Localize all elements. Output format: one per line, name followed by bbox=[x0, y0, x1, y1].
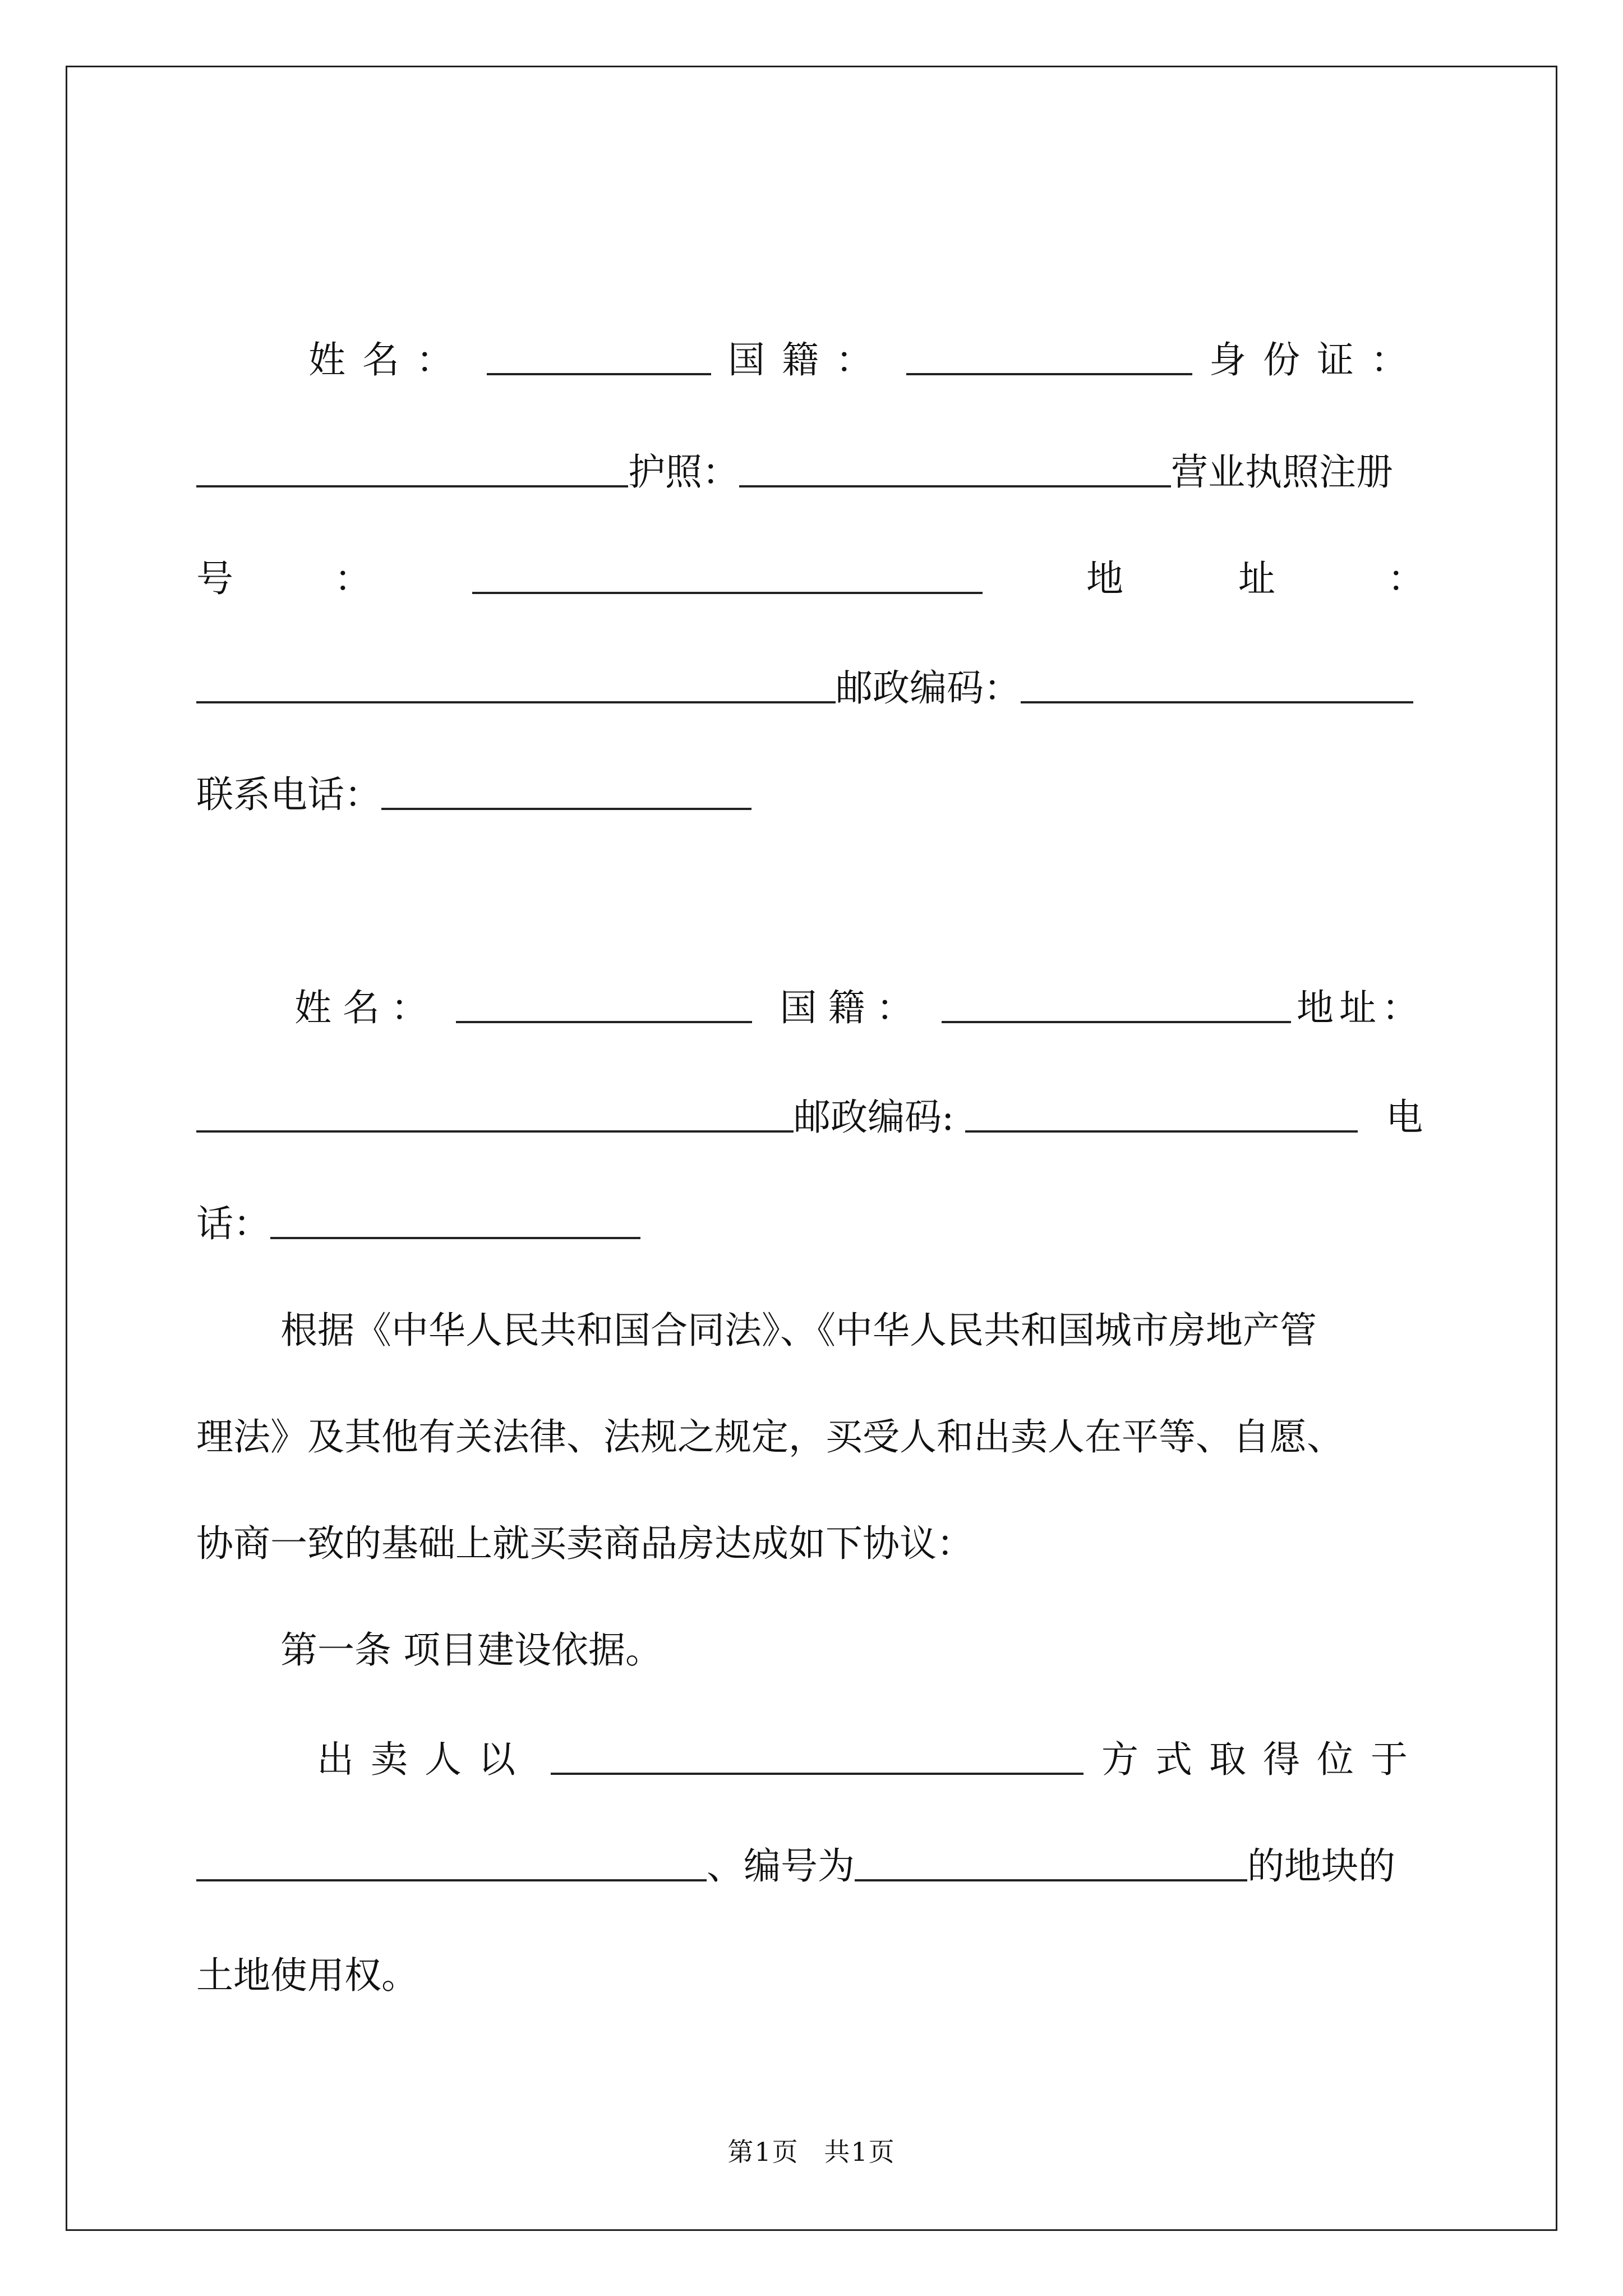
address-colon: ： bbox=[1387, 557, 1424, 600]
paragraph-line: 根据《中华人民共和国合同法》、《中华人民共和国城市房地产管 bbox=[280, 1309, 1317, 1352]
postcode-field[interactable] bbox=[965, 1128, 1358, 1133]
address-field[interactable] bbox=[196, 1128, 794, 1133]
nationality-label: 国籍： bbox=[728, 338, 889, 381]
postcode-label: 邮政编码： bbox=[836, 666, 1021, 710]
name-field[interactable] bbox=[487, 371, 711, 375]
party-b-line-3 bbox=[196, 1175, 1424, 1243]
nationality-field[interactable] bbox=[906, 371, 1192, 375]
page-border bbox=[66, 66, 1557, 2231]
party-a-line-2 bbox=[196, 424, 1424, 494]
postcode-label: 邮政编码: bbox=[794, 1096, 955, 1139]
phone-label: 联系电话： bbox=[196, 773, 381, 816]
paragraph-line: 理法》及其他有关法律、法规之规定，买受人和出卖人在平等、自愿、 bbox=[196, 1415, 1344, 1458]
party-b-line-1 bbox=[196, 959, 1424, 1027]
name-label: 姓名： bbox=[308, 338, 470, 381]
name-label: 姓名： bbox=[294, 986, 439, 1029]
method-text: 方式取得位于 bbox=[1101, 1738, 1424, 1781]
number-field[interactable] bbox=[855, 1877, 1247, 1881]
party-a-line-4 bbox=[196, 639, 1424, 710]
address-char-1: 地 bbox=[1086, 557, 1123, 600]
passport-label: 护照： bbox=[628, 450, 739, 494]
article-1-title: 第一条 项目建设依据。 bbox=[280, 1628, 662, 1672]
license-field[interactable] bbox=[472, 590, 983, 594]
page-footer bbox=[0, 2132, 1623, 2169]
nationality-label: 国籍： bbox=[780, 986, 925, 1029]
seller-text: 出卖人以 bbox=[317, 1738, 532, 1781]
plot-text: 的地块的 bbox=[1247, 1844, 1395, 1888]
nationality-field[interactable] bbox=[942, 1019, 1291, 1023]
article-1-line-1 bbox=[196, 1711, 1424, 1781]
number-text: 、编号为 bbox=[707, 1844, 855, 1888]
party-a-line-1 bbox=[196, 311, 1424, 379]
article-1-line-2 bbox=[196, 1818, 1424, 1888]
phone-field[interactable] bbox=[270, 1235, 640, 1239]
page-number: 第1页 bbox=[727, 2137, 799, 2167]
phone-label-start: 电 bbox=[1386, 1096, 1423, 1139]
method-field[interactable] bbox=[551, 1770, 1083, 1775]
address-field[interactable] bbox=[196, 699, 836, 703]
license-label-suffix: 号 bbox=[196, 557, 233, 600]
id-label: 身份证： bbox=[1209, 338, 1424, 381]
page-total: 共1页 bbox=[824, 2137, 896, 2167]
party-b-line-2 bbox=[196, 1069, 1424, 1139]
party-a-line-5 bbox=[196, 746, 1424, 816]
paragraph-line: 协商一致的基础上就买卖商品房达成如下协议： bbox=[196, 1522, 974, 1565]
phone-label-end: 话： bbox=[196, 1202, 270, 1245]
passport-field[interactable] bbox=[739, 483, 1171, 487]
postcode-field[interactable] bbox=[1021, 699, 1413, 703]
article-1-line-3: 土地使用权。 bbox=[196, 1954, 418, 1997]
party-a-line-3 bbox=[196, 530, 1424, 600]
location-field[interactable] bbox=[196, 1877, 707, 1881]
license-label: 营业执照注册 bbox=[1171, 450, 1393, 494]
name-field[interactable] bbox=[456, 1019, 752, 1023]
license-colon: ： bbox=[334, 557, 371, 600]
address-char-2: 址 bbox=[1238, 557, 1275, 600]
id-field[interactable] bbox=[196, 483, 628, 487]
address-label: 地址： bbox=[1297, 986, 1424, 1029]
phone-field[interactable] bbox=[381, 806, 751, 810]
